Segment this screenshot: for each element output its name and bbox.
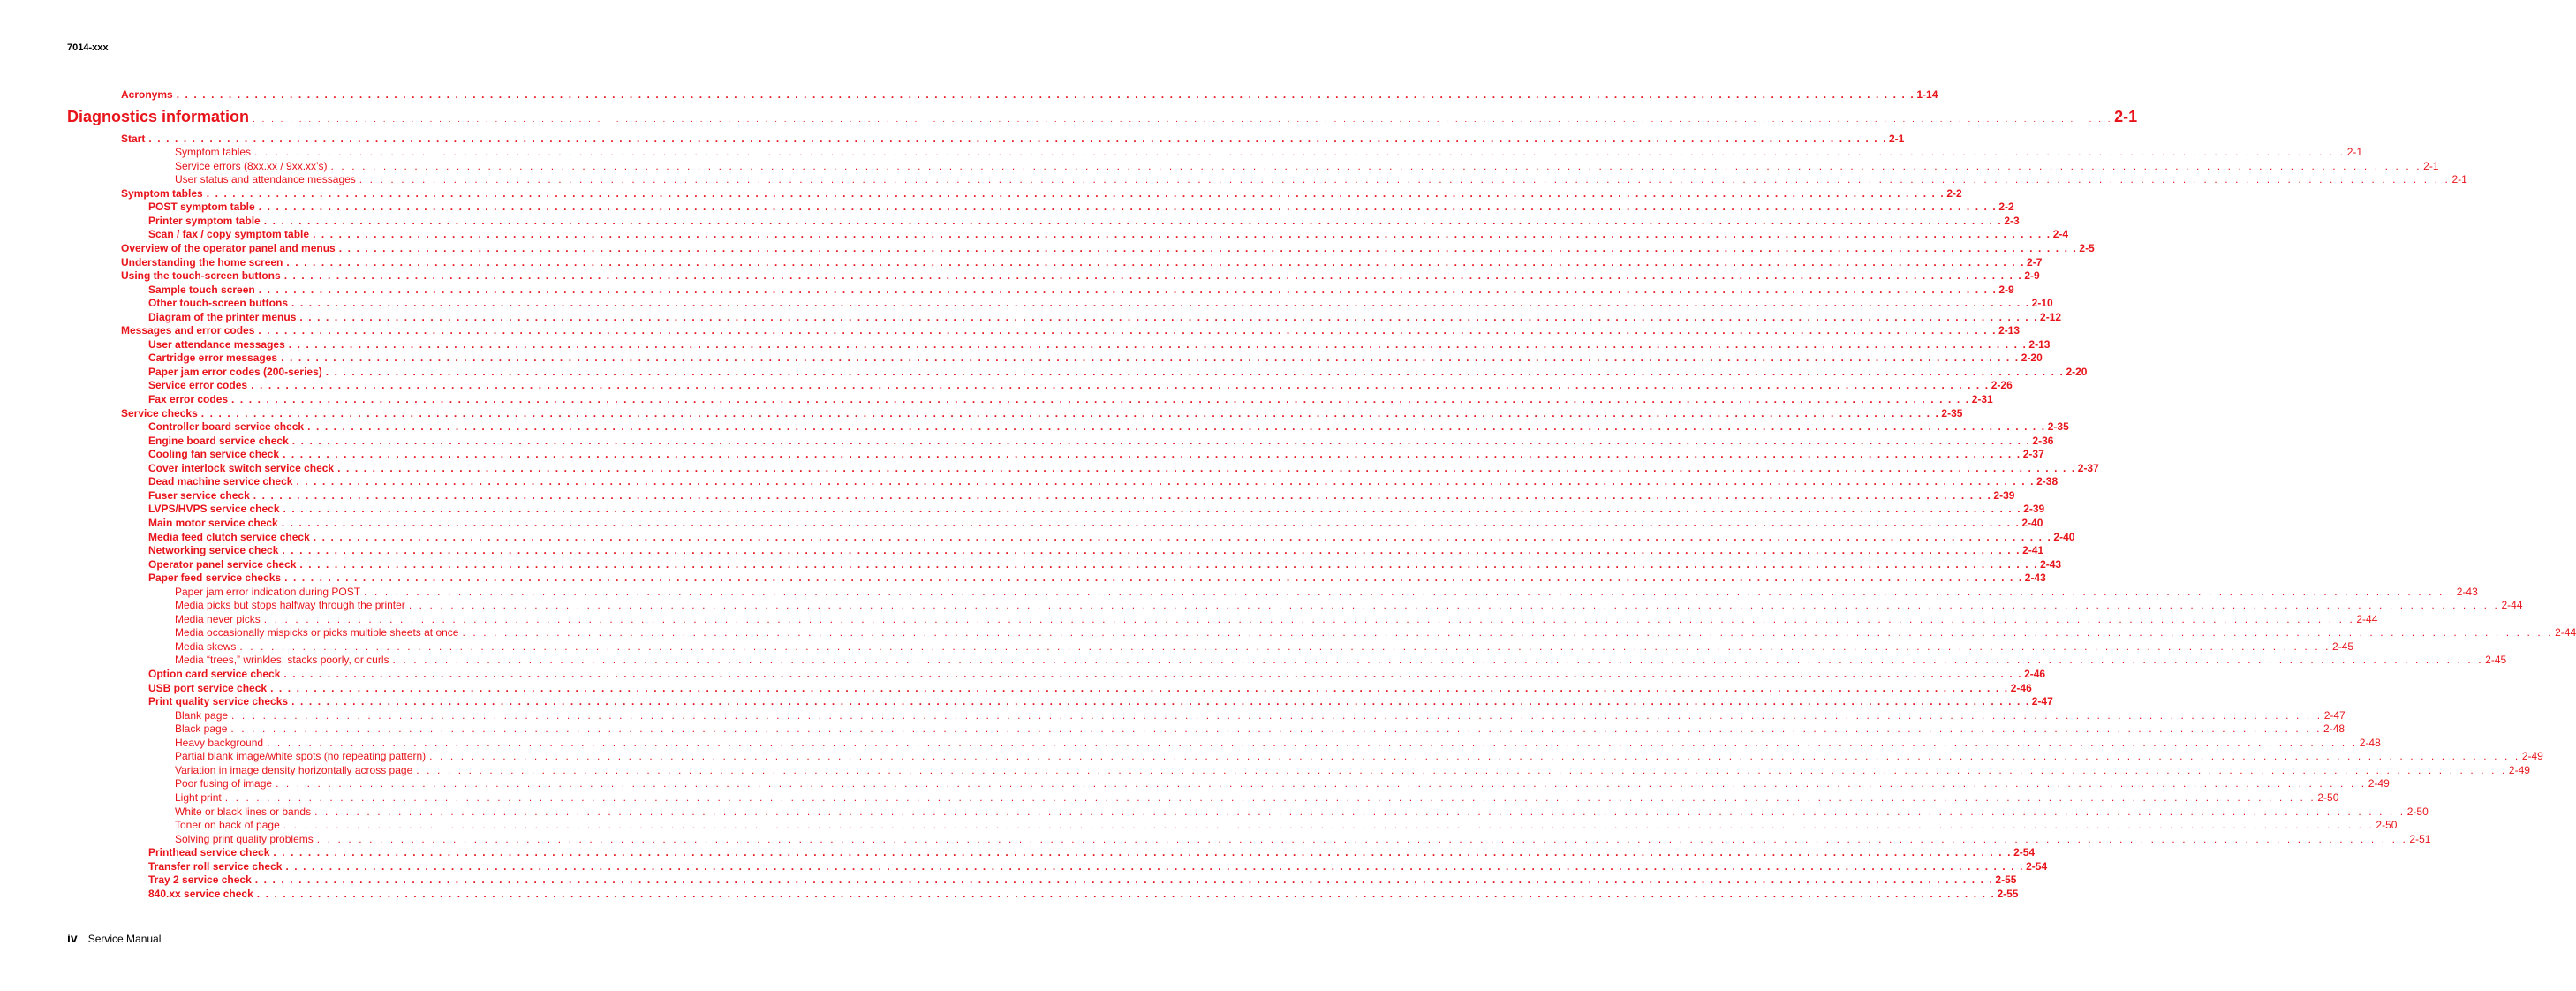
toc-dot-leader: . . . . . . . . . . . . . . . . . . . . . . . . . . . . . . . . . . . . . . . . . . . . . . . . . . . . . . . . . . . . . . . . . . . . . . . . . . . . . . . . . . . . . . . . . . . . . . . . . . . . . . . . . . . . . . . . . . . . . . . . . . . . . . . . . . . . . . . . . . . . . . . . . . . . . . . . . . . . . . . . . . . . . . . . . . . . . . . . . . . . . . . . . . . . . . . . . . . . . . . . xyxy=(176,88,1915,101)
toc-entry-label: USB port service check xyxy=(148,681,268,694)
toc-entry-page: 2-46 xyxy=(2010,681,2032,694)
toc-dot-leader: . . . . . . . . . . . . . . . . . . . . . . . . . . . . . . . . . . . . . . . . . . . . . . . . . . . . . . . . . . . . . . . . . . . . . . . . . . . . . . . . . . . . . . . . . . . . . . . . . . . . . . . . . . . . . . . . . . . . . . . . . . . . . . . . . . . . . . . . . . . . . . . . . . . . . . . . . . . . . . . . . . . . . . . . . . . . . . . . . . . . . . . . . . . . . . . . . . . . . . . . xyxy=(313,228,2051,241)
toc-dot-leader: . . . . . . . . . . . . . . . . . . . . . . . . . . . . . . . . . . . . . . . . . . . . . . . . . . . . . . . . . . . . . . . . . . . . . . . . . . . . . . . . . . . . . . . . . . . . . . . . . . . . . . . . . . . . . . . . . . . . . . . . . . . . . . . . . . . . . . . . . . . . . . . . . . . . . . . . . . . . . . . . . . . . . . . . . . . . . . . . . . . . . . . . . . . . . . . . . . . . . . . . xyxy=(256,887,1996,900)
toc-entry-label: Service error codes xyxy=(148,379,248,392)
toc-entry-page: 2-44 xyxy=(2555,626,2576,639)
toc-dot-leader: . . . . . . . . . . . . . . . . . . . . . . . . . . . . . . . . . . . . . . . . . . . . . . . . . . . . . . . . . . . . . . . . . . . . . . . . . . . . . . . . . . . . . . . . . . . . . . . . . . . . . . . . . . . . . . . . . . . . . . . . . . . . . . . . . . . . . . . . . . . . . . . . . . . . . . . . . . . . . . . . . . . . . . . . . . . . . . . . . . . . . . . . . . . . . . . . . . . . . . . . xyxy=(392,654,2484,667)
toc-dot-leader: . . . . . . . . . . . . . . . . . . . . . . . . . . . . . . . . . . . . . . . . . . . . . . . . . . . . . . . . . . . . . . . . . . . . . . . . . . . . . . . . . . . . . . . . . . . . . . . . . . . . . . . . . . . . . . . . . . . . . . . . . . . . . . . . . . . . . . . . . . . . . . . . . . . . . . . . . . . . . . . . . . . . . . . . . . . . . . . . . . . . . . . . . . . . . . . . . . . . . . . . xyxy=(254,146,2346,159)
toc-entry-label: User status and attendance messages xyxy=(175,173,356,186)
toc-entry-label: Poor fusing of image xyxy=(175,777,273,791)
toc-entry-label: Diagnostics information xyxy=(67,107,250,125)
toc-entry[interactable] xyxy=(121,186,1962,200)
toc-entry-label: Controller board service check xyxy=(148,420,305,434)
toc-entry-label: Heavy background xyxy=(175,736,264,749)
toc-entry[interactable] xyxy=(148,420,2069,434)
toc-entry-page: 2-39 xyxy=(2023,503,2045,516)
toc-dot-leader: . . . . . . . . . . . . . . . . . . . . . . . . . . . . . . . . . . . . . . . . . . . . . . . . . . . . . . . . . . . . . . . . . . . . . . . . . . . . . . . . . . . . . . . . . . . . . . . . . . . . . . . . . . . . . . . . . . . . . . . . . . . . . . . . . . . . . . . . . . . . . . . . . . . . . . . . . . . . . . . . . . . . . . . . . . . . . . . . . . . . . . . . . . . . . . . . . . . . . . . . xyxy=(253,488,1992,502)
toc-entry[interactable] xyxy=(148,475,2059,488)
footer-title: Service Manual xyxy=(87,933,162,945)
toc-entry[interactable] xyxy=(148,557,2062,571)
page-footer xyxy=(67,931,161,945)
toc-entry-page: 2-20 xyxy=(2021,352,2043,365)
toc-entry[interactable] xyxy=(175,654,2507,667)
toc-entry-label: Media skews xyxy=(175,639,237,653)
toc-entry-page: 1-14 xyxy=(1916,88,1938,101)
toc-entry-label: Start xyxy=(121,132,146,145)
toc-entry[interactable] xyxy=(148,297,2053,310)
toc-entry-page: 2-43 xyxy=(2456,585,2478,598)
toc-entry[interactable] xyxy=(148,393,1993,405)
toc-entry[interactable] xyxy=(148,283,2014,296)
toc-entry-label: Partial blank image/white spots (no repeating pattern) xyxy=(175,750,427,763)
toc-dot-leader: . . . . . . . . . . . . . . . . . . . . . . . . . . . . . . . . . . . . . . . . . . . . . . . . . . . . . . . . . . . . . . . . . . . . . . . . . . . . . . . . . . . . . . . . . . . . . . . . . . . . . . . . . . . . . . . . . . . . . . . . . . . . . . . . . . . . . . . . . . . . . . . . . . . . . . . . . . . . . . . . . . . . . . . . . . . . . . . . . . . . . . . . . . . . . . . . . . . . . . . . xyxy=(282,544,2021,557)
toc-dot-leader: . . . . . . . . . . . . . . . . . . . . . . . . . . . . . . . . . . . . . . . . . . . . . . . . . . . . . . . . . . . . . . . . . . . . . . . . . . . . . . . . . . . . . . . . . . . . . . . . . . . . . . . . . . . . . . . . . . . . . . . . . . . . . . . . . . . . . . . . . . . . . . . . . . . . . . . . . . . . . . . . . . . . . . . . . . . . . . . . . . . . . . . . . . . . . . . . . . . . . . . . xyxy=(291,434,2031,447)
toc-entry-page: 2-50 xyxy=(2317,791,2339,804)
toc-entry-page: 2-50 xyxy=(2406,805,2429,818)
toc-entry[interactable] xyxy=(121,241,2095,254)
toc-entry-page: 2-7 xyxy=(2027,255,2043,269)
toc-entry[interactable] xyxy=(148,846,2036,859)
toc-entry-page: 2-55 xyxy=(1997,887,2019,900)
toc-entry-page: 2-9 xyxy=(1998,283,2014,296)
toc-dot-leader: . . . . . . . . . . . . . . . . . . . . . . . . . . . . . . . . . . . . . . . . . . . . . . . . . . . . . . . . . . . . . . . . . . . . . . . . . . . . . . . . . . . . . . . . . . . . . . . . . . . . . . . . . . . . . . . . . . . . . . . . . . . . . . . . . . . . . . . . . . . . . . . . . . . . . . . . . . . . . . . . . . . . . . . . . . . . . . . . . . . . . . . . . . . . . . . . . . . . . . . . xyxy=(263,214,2003,227)
toc-entry[interactable] xyxy=(148,516,2043,529)
toc-entry[interactable] xyxy=(175,159,2439,172)
toc-entry-page: 2-50 xyxy=(2376,819,2398,832)
toc-entry-label: Paper jam error indication during POST xyxy=(175,585,361,598)
toc-entry-label: Cover interlock switch service check xyxy=(148,461,335,474)
toc-dot-leader: . . . . . . . . . . . . . . . . . . . . . . . . . . . . . . . . . . . . . . . . . . . . . . . . . . . . . . . . . . . . . . . . . . . . . . . . . . . . . . . . . . . . . . . . . . . . . . . . . . . . . . . . . . . . . . . . . . . . . . . . . . . . . . . . . . . . . . . . . . . . . . . . . . . . . . . . . . . . . . . . . . . . . . . . . . . . . . . . . . . . . . . . . . . . . . . . . . . . . . . . xyxy=(416,763,2507,776)
toc-dot-leader: . . . . . . . . . . . . . . . . . . . . . . . . . . . . . . . . . . . . . . . . . . . . . . . . . . . . . . . . . . . . . . . . . . . . . . . . . . . . . . . . . . . . . . . . . . . . . . . . . . . . . . . . . . . . . . . . . . . . . . . . . . . . . . . . . . . . . . . . . . . . . . . . . . . . . . . . . . . . . . . . . . . . . . . . . . . . . . . . . . . . . . . . . . . . . . . . . . . . . . . . xyxy=(206,186,1945,200)
toc-dot-leader: . . . . . . . . . . . . . . . . . . . . . . . . . . . . . . . . . . . . . . . . . . . . . . . . . . . . . . . . . . . . . . . . . . . . . . . . . . . . . . . . . . . . . . . . . . . . . . . . . . . . . . . . . . . . . . . . . . . . . . . . . . . . . . . . . . . . . . . . . . . . . . . . . . . . . . . . . . . . . . . . . . . . . . . . . . . . . . . . . . . . . . . . . . . . . . . . . . . . . . . . xyxy=(359,173,2451,186)
toc-entry-page: 2-43 xyxy=(2040,557,2062,571)
toc-entry[interactable] xyxy=(121,406,1963,420)
toc-entry-page: 2-1 xyxy=(2451,173,2467,186)
toc-entry-page: 2-12 xyxy=(2040,310,2062,323)
toc-entry-page: 2-1 xyxy=(2346,146,2363,159)
toc-dot-leader: . . . . . . . . . . . . . . . . . . . . . . . . . . . . . . . . . . . . . . . . . . . . . . . . . . . . . . . . . . . . . . . . . . . . . . . . . . . . . . . . . . . . . . . . . . . . . . . . . . . . . . . . . . . . . . . . . . . . . . . . . . . . . . . . . . . . . . . . . . . . . . . . . . . . . . . . . . . . . . . . . . . . . . . . . . . . . . . . . . . . . . . . . . . . . . . . . . . . . . . . xyxy=(314,805,2406,818)
toc-entry-page: 2-35 xyxy=(2047,420,2069,434)
toc-entry-page: 2-47 xyxy=(2323,708,2346,722)
toc-entry[interactable] xyxy=(175,626,2576,639)
toc-dot-leader: . . . . . . . . . . . . . . . . . . . . . . . . . . . . . . . . . . . . . . . . . . . . . . . . . . . . . . . . . . . . . . . . . . . . . . . . . . . . . . . . . . . . . . . . . . . . . . . . . . . . . . . . . . . . . . . . . . . . . . . . . . . . . . . . . . . . . . . . . . . . . . . . . . . . . . . . . . . . . . . . . . . . . . . . . . . . . . . . . . . . . . . . . . . . . . . . . . . . . . . . xyxy=(285,859,2025,873)
toc-entry-page: 2-55 xyxy=(1995,874,2017,887)
toc-entry-label: 840.xx service check xyxy=(148,887,253,900)
toc-entry-label: Tray 2 service check xyxy=(148,874,252,887)
toc-dot-leader: . . . . . . . . . . . . . . . . . . . . . . . . . . . . . . . . . . . . . . . . . . . . . . . . . . . . . . . . . . . . . . . . . . . . . . . . . . . . . . . . . . . . . . . . . . . . . . . . . . . . . . . . . . . . . . . . . . . . . . . . . . . . . . . . . . . . . . . . . . . . . . . . . . . . . . . . . . . . . . . . . . . . . . . . . . . . . . . . . . . . . . . . . . . . . . . . . . . . . . . . xyxy=(291,297,2030,310)
toc-entry[interactable] xyxy=(148,337,2051,351)
toc-entry-label: Sample touch screen xyxy=(148,283,255,296)
toc-dot-leader: . . . . . . . . . . . . . . . . . . . . . . . . . . . . . . . . . . . . . . . . . . . . . . . . . . . . . . . . . . . . . . . . . . . . . . . . . . . . . . . . . . . . . . . . . . . . . . . . . . . . . . . . . . . . . . . . . . . . . . . . . . . . . . . . . . . . . . . . . . . . . . . . . . . . . . . . . . . . . . . . . . . . . . . . . . . . . . . . . . . . . . . . . . . . . . . . . . . . . . . . xyxy=(267,736,2358,749)
toc-entry-label: Diagram of the printer menus xyxy=(148,310,297,323)
toc-entry-label: Paper jam error codes (200-series) xyxy=(148,365,322,378)
toc-dot-leader: . . . . . . . . . . . . . . . . . . . . . . . . . . . . . . . . . . . . . . . . . . . . . . . . . . . . . . . . . . . . . . . . . . . . . . . . . . . . . . . . . . . . . . . . . . . . . . . . . . . . . . . . . . . . . . . . . . . . . . . . . . . . . . . . . . . . . . . . . . . . . . . . . . . . . . . . . . . . . . . . . . . . . . . . . . . . . . . . . . . . . . . . . . . . . . . . . . . . . . . . xyxy=(224,791,2316,804)
toc-dot-leader: . . . . . . . . . . . . . . . . . . . . . . . . . . . . . . . . . . . . . . . . . . . . . . . . . . . . . . . . . . . . . . . . . . . . . . . . . . . . . . . . . . . . . . . . . . . . . . . . . . . . . . . . . . . . . . . . . . . . . . . . . . . . . . . . . . . . . . . . . . . . . . . . . . . . . . . . . . . . . . . . . . . . . . . . . . . . . . . . . . . . . . . . . . . . . . . . . . . . . . . . xyxy=(263,612,2355,625)
toc-entry-label: Engine board service check xyxy=(148,434,289,447)
toc-entry-label: Dead machine service check xyxy=(148,475,293,488)
toc-entry-page: 2-44 xyxy=(2501,599,2523,612)
toc-entry[interactable] xyxy=(175,146,2363,159)
toc-dot-leader: . . . . . . . . . . . . . . . . . . . . . . . . . . . . . . . . . . . . . . . . . . . . . . . . . . . . . . . . . . . . . . . . . . . . . . . . . . . . . . . . . . . . . . . . . . . . . . . . . . . . . . . . . . . . . . . . . . . . . . . . . . . . . . . . . . . . . . . . . . . . . . . . . . . . . . . . . . . . . . . . . . . . . . . . . . . . . . . . . . . . . . . . . . . . . . . . . . . . . . . . xyxy=(251,379,1990,392)
toc-dot-leader: . . . . . . . . . . . . . . . . . . . . . . . . . . . . . . . . . . . . . . . . . . . . . . . . . . . . . . . . . . . . . . . . . . . . . . . . . . . . . . . . . . . . . . . . . . . . . . . . . . . . . . . . . . . . . . . . . . . . . . . . . . . . . . . . . . . . . . . . . . . . . . . . . . . . . . . . . . . . . . . . . . . . . . . . . . . . . . . . . . . . . . . . . . . . . . . . . . . . . . . . xyxy=(283,448,2021,461)
toc-entry-page: 2-2 xyxy=(1998,200,2014,214)
toc-dot-leader: . . . . . . . . . . . . . . . . . . . . . . . . . . . . . . . . . . . . . . . . . . . . . . . . . . . . . . . . . . . . . . . . . . . . . . . . . . . . . . . . . . . . . . . . . . . . . . . . . . . . . . . . . . . . . . . . . . . . . . . . . . . . . . . . . . . . . . . . . . . . . . . . . . . . . . . . . . . . . . . . . . . . . . . . . . . . . . . . . . . . . . . . . . . . . . . . . . . . . . . . xyxy=(270,681,2009,694)
toc-dot-leader: . . . . . . . . . . . . . . . . . . . . . . . . . . . . . . . . . . . . . . . . . . . . . . . . . . . . . . . . . . . . . . . . . . . . . . . . . . . . . . . . . . . . . . . . . . . . . . . . . . . . . . . . . . . . . . . . . . . . . . . . . . . . . . . . . . . . . . . . . . . . . . . . . . . . . . . . . . . . . . . . . . . . . . . . . . . . . . . . . . . . . . . . . . . . . . . . . . . . . . . . xyxy=(239,639,2331,653)
toc-entry-page: 2-39 xyxy=(1993,488,2015,502)
toc-entry-page: 2-13 xyxy=(2028,337,2051,351)
toc-dot-leader: . . . . . . . . . . . . . . . . . . . . . . . . . . . . . . . . . . . . . . . . . . . . . . . . . . . . . . . . . . . . . . . . . . . . . . . . . . . . . . . . . . . . . . . . . . . . . . . . . . . . . . . . . . . . . . . . . . . . . . . . . . . . . . . . . . . . . . . . . . . . . . . . . . . . . . . . . . . . . . . . . . . . . . . . . . . . . . . . . . . . . . . . . . . . . . . . . . . . . . . . xyxy=(148,132,1887,145)
toc-entry-label: Paper feed service checks xyxy=(148,571,282,585)
toc-entry[interactable] xyxy=(148,461,2099,474)
toc-entry-label: Media picks but stops halfway through the printer xyxy=(175,599,405,612)
toc-entry-page: 2-31 xyxy=(1971,393,1993,405)
toc-entry-label: LVPS/HVPS service check xyxy=(148,503,280,516)
toc-entry-label: Fuser service check xyxy=(148,488,250,502)
toc-entry[interactable] xyxy=(175,173,2467,186)
toc-entry[interactable] xyxy=(121,255,2043,269)
toc-entry-page: 2-45 xyxy=(2485,654,2507,667)
toc-chapter-entry[interactable] xyxy=(67,107,2138,126)
toc-dot-leader: . . . . . . . . . . . . . . . . . . . . . . . . . . . . . . . . . . . . . . . . . . . . . . . . . . . . . . . . . . . . . . . . . . . . . . . . . . . . . . . . . . . . . . . . . . . . . . . . . . . . . . . . . . . . . . . . . . . . . . . . . . . . . . . . . . . . . . . . . . . . . . . . . . . . . . . . . . . . . . . . . . . . . . . . . . . . . . . . . . . . . . . . . . . . . . . . . . . . . . . . xyxy=(316,832,2408,845)
toc-entry[interactable] xyxy=(175,708,2346,722)
toc-dot-leader: . . . . . . . . . . . . . . . . . . . . . . . . . . . . . . . . . . . . . . . . . . . . . . . . . . . . . . . . . . . . . . . . . . . . . . . . . . . . . . . . . . . . . . . . . . . . . . . . . . . . . . . . . . . . . . . . . . . . . . . . . . . . . . . . . . . . . . . . . . . . . . . . . . . . . . . . . . . . . . . . . . . . . . . . . . . . . . . . . . . . . . . . . . . . . . . . . . . . . . . . xyxy=(288,337,2028,351)
toc-entry-label: User attendance messages xyxy=(148,337,285,351)
toc-entry[interactable] xyxy=(148,434,2054,447)
toc-dot-leader: . . . . . . . . . . . . . . . . . . . . . . . . . . . . . . . . . . . . . . . . . . . . . . . . . . . . . . . . . . . . . . . . . . . . . . . . . . . . . . . . . . . . . . . . . . . . . . . . . . . . . . . . . . . . . . . . . . . . . . . . . . . . . . . . . . . . . . . . . . . . . . . . . . . . . . . . . . . . . . . . . . . . . . . . . . . . . . . . . . . . . . . . . . . . . . . . . . . . . . . . xyxy=(283,503,2022,516)
toc-dot-leader: . . . . . . . . . . . . . . . . . . . . . . . . . . . . . . . . . . . . . . . . . . . . . . . . . . . . . . . . . . . . . . . . . . . . . . . . . . . . . . . . . . . . . . . . . . . . . . . . . . . . . . . . . . . . . . . . . . . . . . . . . . . . . . . . . . . . . . . . . . . . . . . . . . . . . . . . . . . . . . . . . . . . . . . . . . . . . . . . . . . . . . . . . . . . . . . . . . . . . . . . xyxy=(281,516,2021,529)
toc-dot-leader: . . . . . . . . . . . . . . . . . . . . . . . . . . . . . . . . . . . . . . . . . . . . . . . . . . . . . . . . . . . . . . . . . . . . . . . . . . . . . . . . . . . . . . . . . . . . . . . . . . . . . . . . . . . . . . . . . . . . . . . . . . . . . . . . . . . . . . . . . . . . . . . . . . . . . . . . . . . . . . . . . . . . . . . . . . . . . . . . . . . . . . . . . . . . . . . . . . . . . . . . xyxy=(273,846,2013,859)
toc-entry-label: Media never picks xyxy=(175,612,261,625)
toc-entry-page: 2-40 xyxy=(2053,530,2075,543)
toc-dot-leader: . . . . . . . . . . . . . . . . . . . . . . . . . . . . . . . . . . . . . . . . . . . . . . . . . . . . . . . . . . . . . . . . . . . . . . . . . . . . . . . . . . . . . . . . . . . . . . . . . . . . . . . . . . . . . . . . . . . . . . . . . . . . . . . . . . . . . . . . . . . . . . . . . . . . . . . . . . . . . . . . . . . . . . . . . . . . . . . . . . . . . . . . . . . . . . . . . . . . . . . . xyxy=(325,365,2065,378)
toc-entry[interactable] xyxy=(175,791,2339,804)
toc-entry[interactable] xyxy=(148,448,2044,461)
toc-entry[interactable] xyxy=(148,571,2046,585)
toc-entry[interactable] xyxy=(148,503,2045,516)
toc-entry-page: 2-5 xyxy=(2079,241,2095,254)
toc-entry[interactable] xyxy=(175,763,2530,776)
toc-entry-page: 2-37 xyxy=(2022,448,2044,461)
toc-entry-page: 2-26 xyxy=(1991,379,2013,392)
toc-entry[interactable] xyxy=(175,736,2381,749)
toc-entry-label: Print quality service checks xyxy=(148,695,289,708)
toc-entry-page: 2-43 xyxy=(2024,571,2046,585)
toc-entry-page: 2-46 xyxy=(2024,668,2046,680)
toc-entry-label: Service errors (8xx.xx / 9xx.xx’s) xyxy=(175,159,328,172)
toc-entry-label: Service checks xyxy=(121,406,198,420)
toc-entry-label: Main motor service check xyxy=(148,516,278,529)
toc-entry[interactable] xyxy=(148,310,2062,323)
toc-entry[interactable] xyxy=(121,88,1938,101)
toc-entry-label: Other touch-screen buttons xyxy=(148,297,289,310)
toc-dot-leader: . . . . . . . . . . . . . . . . . . . . . . . . . . . . . . . . . . . . . . . . . . . . . . . . . . . . . . . . . . . . . . . . . . . . . . . . . . . . . . . . . . . . . . . . . . . . . . . . . . . . . . . . . . . . . . . . . . . . . . . . . . . . . . . . . . . . . . . . . . . . . . . . . . . . . . . . . . . . . . . . . . . . . . . . . . . . . . . . . . . . . . . . . . . . . . . . . . . . . . . . xyxy=(283,819,2375,832)
toc-entry[interactable] xyxy=(175,805,2429,818)
toc-entry-page: 2-35 xyxy=(1941,406,1963,420)
toc-dot-leader: . . . . . . . . . . . . . . . . . . . . . . . . . . . . . . . . . . . . . . . . . . . . . . . . . . . . . . . . . . . . . . . . . . . . . . . . . . . . . . . . . . . . . . . . . . . . . . . . . . . . . . . . . . . . . . . . . . . . . . . . . . . . . . . . . . . . . . . . . . . . . . . . . . . . . . . . . . . . . . . . . . . . . . . . . . . . . . . . . . . . . . . . . . . . . . . . . . . . . . . . xyxy=(307,420,2046,434)
toc-entry-label: Toner on back of page xyxy=(175,819,280,832)
toc-entry-page: 2-48 xyxy=(2359,736,2381,749)
toc-entry-label: POST symptom table xyxy=(148,200,255,214)
toc-entry-page: 2-3 xyxy=(2004,214,2020,227)
toc-dot-leader: . . . . . . . . . . . . . . . . . . . . . . . . . . . . . . . . . . . . . . . . . . . . . . . . . . . . . . . . . . . . . . . . . . . . . . . . . . . . . . . . . . . . . . . . . . . . . . . . . . . . . . . . . . . . . . . . . . . . . . . . . . . . . . . . . . . . . . . . . . . . . . . . . . . . . . . . . . . . . . . . . . . . . . . . . . . . . . . . . . . . . . . . . . . . . . . . . . . . . . . . xyxy=(283,269,2023,283)
toc-dot-leader: . . . . . . . . . . . . . . . . . . . . . . . . . . . . . . . . . . . . . . . . . . . . . . . . . . . . . . . . . . . . . . . . . . . . . . . . . . . . . . . . . . . . . . . . . . . . . . . . . . . . . . . . . . . . . . . . . . . . . . . . . . . . . . . . . . . . . . . . . . . . . . . . . . . . . . . . . . . . . . . . . . . . . . . . . . . . . . . . . . . . . . . . . . . . . . . . . . . . . . . . xyxy=(429,750,2520,763)
toc-entry-page: 2-54 xyxy=(2026,859,2048,873)
toc-dot-leader: . . . . . . . . . . . . . . . . . . . . . . . . . . . . . . . . . . . . . . . . . . . . . . . . . . . . . . . . . . . . . . . . . . . . . . . . . . . . . . . . . . . . . . . . . . . . . . . . . . . . . . . . . . . . . . . . . . . . . . . . . . . . . . . . . . . . . . . . . . . . . . . . . . . . . . . . . . . . . . . . . . . . . . . . . . . . . . . . . . . . . . . . . . . . . . . . . . . . . . . . xyxy=(231,708,2323,722)
toc-entry-label: Solving print quality problems xyxy=(175,832,314,845)
toc-entry-label: Using the touch-screen buttons xyxy=(121,269,281,283)
toc-entry-label: Variation in image density horizontally across page xyxy=(175,763,413,776)
toc-dot-leader: . . . . . . . . . . . . . . . . . . . . . . . . . . . . . . . . . . . . . . . . . . . . . . . . . . . . . . . . . . . . . . . . . . . . . . . . . . . . . . . . . . . . . . . . . . . . . . . . . . . . . . . . . . . . . . . . . . . . . . . . . . . . . . . . . . . . . . . . . . . . . . . . . . . . . . . . . . . . . . . . . . . . . . . . . . . . . . . . . . . . . . . . . . . . . . . . . . . . . . . . xyxy=(462,626,2554,639)
toc-dot-leader: . . . . . . . . . . . . . . . . . . . . . . . . . . . . . . . . . . . . . . . . . . . . . . . . . . . . . . . . . . . . . . . . . . . . . . . . . . . . . . . . . . . . . . . . . . . . . . . . . . . . . . . . . . . . . . . . . . . . . . . . . . . . . . . . . . . . . . . . . . . . . . . . . . . . . . . . . . . . . . . . . . . . . . . . . . . . . . . . . . . . . . . . . . . . . . . . . . . . . . . . xyxy=(258,283,1998,296)
toc-entry-label: Cartridge error messages xyxy=(148,352,278,365)
toc-entry-page: 2-4 xyxy=(2052,228,2069,241)
toc-dot-leader: . . . . . . . . . . . . . . . . . . . . . . . . . . . . . . . . . . . . . . . . . . . . . . . . . . . . . . . . . . . . . . . . . . . . . . . . . . . . . . . . . . . . . . . . . . . . . . . . . . . . . . . . . . . . . . . . . . . . . . . . . . . . . . . . . . . . . . . . . . . . . . . . . . . . . . . . . . . . . . . . . . . . . . . . . . . . . . . . . . . . . . . . . . . . . . . . . . . . . . . . xyxy=(296,475,2036,488)
toc-dot-leader: . . . . . . . . . . . . . . . . . . . . . . . . . . . . . . . . . . . . . . . . . . . . . . . . . . . . . . . . . . . . . . . . . . . . . . . . . . . . . . . . . . . . . . . . . . . . . . . . . . . . . . . . . . . . . . . . . . . . . . . . . . . . . . . . . . . . . . . . . . . . . . . . . . . . . . . . . . . . . . . . . . . . . . . . . . . . . . . . . . . . . . . . . . . . . . . . . . . . . . . . xyxy=(258,324,1998,337)
toc-entry-label: Black page xyxy=(175,722,228,736)
toc-entry-label: Blank page xyxy=(175,708,229,722)
toc-entry-page: 2-10 xyxy=(2031,297,2053,310)
toc-dot-leader: . . . . . . . . . . . . . . . . . . . . . . . . . . . . . . . . . . . . . . . . . . . . . . . . . . . . . . . . . . . . . . . . . . . . . . . . . . . . . . . . . . . . . . . . . . . . . . . . . . . . . . . . . . . . . . . . . . . . . . . . . . . . . . . . . . . . . . . . . . . . . . . . . . . . . . . . . . . . . . . . . . . . . . . . . . . . . . . . . . . . . . . . . . . . . . . . . . . . . . . . xyxy=(284,571,2023,585)
toc-dot-leader: . . . . . . . . . . . . . . . . . . . . . . . . . . . . . . . . . . . . . . . . . . . . . . . . . . . . . . . . . . . . . . . . . . . . . . . . . . . . . . . . . . . . . . . . . . . . . . . . . . . . . . . . . . . . . . . . . . . . . . . . . . . . . . . . . . . . . . . . . . . . . . . . . . . . . . . . . . . . . . . . . . . . . . . . . . . . . . . . . . . . . . . . . . . . . . . . . . . . . . . . xyxy=(230,722,2323,736)
toc-entry-label: Scan / fax / copy symptom table xyxy=(148,228,310,241)
toc-entry[interactable] xyxy=(148,695,2053,708)
toc-entry[interactable] xyxy=(175,750,2543,763)
toc-entry-page: 2-41 xyxy=(2022,544,2044,557)
toc-entry-label: Cooling fan service check xyxy=(148,448,280,461)
toc-entry-label: Media feed clutch service check xyxy=(148,530,310,543)
toc-dot-leader: . . . . . . . . . . . . . . . . . . . . . . . . . . . . . . . . . . . . . . . . . . . . . . . . . . . . . . . . . . . . . . . . . . . . . . . . . . . . . . . . . . . . . . . . . . . . . . . . . . . . . . . . . . . . . . . . . . . . . . . . . . . . . . . . . . . . . . . . . . . . . . . . . . . . . . . . . . . . . . . . . . . . . . . . . . . . . . . . . . . . . . . . . . . . . . . . . . . . . . . . xyxy=(299,557,2039,571)
toc-entry-label: Understanding the home screen xyxy=(121,255,283,269)
toc-dot-leader: . . . . . . . . . . . . . . . . . . . . . . . . . . . . . . . . . . . . . . . . . . . . . . . . . . . . . . . . . . . . . . . . . . . . . . . . . . . . . . . . . . . . . . . . . . . . . . . . . . . . . . . . . . . . . . . . . . . . . . . . . . . . . . . . . . . . . . . . . . . . . . . . . . . . . . . . . . . . . . . . . . . . . . . . . . . . . . . . . . . . . . . . . . . . . . . . . . . . . . . . xyxy=(364,585,2455,598)
toc-entry[interactable] xyxy=(148,488,2015,502)
toc-dot-leader: . . . . . . . . . . . . . . . . . . . . . . . . . . . . . . . . . . . . . . . . . . . . . . . . . . . . . . . . . . . . . . . . . . . . . . . . . . . . . . . . . . . . . . . . . . . . . . . . . . . . . . . . . . . . . . . . . . . . . . . . . . . . . . . . . . . . . . . . . . . . . . . . . . . . . . . . . . . . . . . . . . . . . . . . . . . . . . . . . . . . . . . . . . . . . . . . . . . . . . . . xyxy=(299,310,2039,323)
toc-entry-page: 2-1 xyxy=(2114,107,2138,125)
toc-entry-page: 2-49 xyxy=(2521,750,2543,763)
toc-dot-leader: . . . . . . . . . . . . . . . . . . . . . . . . . . . . . . . . . . . . . . . . . . . . . . . . . . . . . . . . . . . . . . . . . . . . . . . . . . . . . . . . . . . . . . . . . . . . . . . . . . . . . . . . . . . . . . . . . . . . . . . . . . . . . . . . . . . . . . . . . . . . . . . . . . . . . . . . . . . . . . . . . . . . . . . . . . . . . . . . . . . . . . . . . . . . . . . . . . . . . . . . xyxy=(338,241,2078,254)
toc-entry[interactable] xyxy=(175,599,2523,612)
toc-entry-page: 2-13 xyxy=(1998,324,2021,337)
toc-entry-label: Overview of the operator panel and menus xyxy=(121,241,336,254)
toc-entry[interactable] xyxy=(175,639,2354,653)
toc-entry[interactable] xyxy=(148,668,2046,680)
toc-entry-page: 2-38 xyxy=(2036,475,2059,488)
toc-entry[interactable] xyxy=(175,722,2346,736)
toc-dot-leader: . . . . . . . . . . . . . . . . . . . . . . . . . . . . . . . . . . . . . . . . . . . . . . . . . . . . . . . . . . . . . . . . . . . . . . . . . . . . . . . . . . . . . . . . . . . . . . . . . . . . . . . . . . . . . . . . . . . . . . . . . . . . . . . . . . . . . . . . . . . . . . . . . . . . . . . . . . . . . . . . . . . . . . . . . . . . . . . . . . . . . . . . . . . . . . . . . . . . . . . . xyxy=(313,530,2052,543)
toc-entry-page: 2-20 xyxy=(2066,365,2088,378)
toc-entry[interactable] xyxy=(148,379,2013,392)
toc-dot-leader: . . . . . . . . . . . . . . . . . . . . . . . . . . . . . . . . . . . . . . . . . . . . . . . . . . . . . . . . . . . . . . . . . . . . . . . . . . . . . . . . . . . . . . . . . . . . . . . . . . . . . . . . . . . . . . . . . . . . . . . . . . . . . . . . . . . . . . . . . . . . . . . . . . . . . . . . . . . . . . . . . . . . . . . . . . . . . . . . . . . . . . . . . . . . . . . . . . . . . . . . xyxy=(408,599,2500,612)
toc-entry-page: 2-45 xyxy=(2332,639,2354,653)
toc-entry-page: 2-1 xyxy=(2423,159,2439,172)
toc-entry-label: Acronyms xyxy=(121,88,173,101)
toc-entry[interactable] xyxy=(175,832,2431,845)
toc-dot-leader: . . . . . . . . . . . . . . . . . . . . . . . . . . . . . . . . . . . . . . . . . . . . . . . . . . . . . . . . . . . . . . . . . . . . . . . . . . . . . . . . . . . . . . . . . . . . . . . . . . . . . . . . . . . . . . . . . . . . . . . . . . . . . . . . . . . . . . . . . . . . . . . . . . . . . . . . . . . . . . . . . . . . . . . . . . . . . . . . . . . . . . . . . . . . . . . . . . . . . . . . xyxy=(231,393,1970,405)
toc-entry-page: 2-1 xyxy=(1889,132,1905,145)
toc-entry[interactable] xyxy=(121,324,2021,337)
toc-entry-page: 2-51 xyxy=(2409,832,2431,845)
toc-entry-page: 2-48 xyxy=(2323,722,2346,736)
toc-dot-leader: . . . . . . . . . . . . . . . . . . . . . . . . . . . . . . . . . . . . . . . . . . . . . . . . . . . . . . . . . . . . . . . . . . . . . . . . . . . . . . . . . . . . . . . . . . . . . . . . . . . . . . . . . . . . . . . . . . . . . . . . . . . . . . . . . . . . . . . . . . . . . . . . . . . . . . . . . . . . . . . . . . . . . . . . . . . . . . . . . . . . . . . . . . . . . . . . . . . . . . . . xyxy=(283,668,2023,680)
toc-entry-label: White or black lines or bands xyxy=(175,805,312,818)
toc-entry-page: 2-37 xyxy=(2077,461,2099,474)
toc-entry-label: Printer symptom table xyxy=(148,214,261,227)
toc-entry-label: Media “trees,” wrinkles, stacks poorly, or curls xyxy=(175,654,389,667)
toc-dot-leader: . . . . . . . . . . . . . . . . . . . . . . . . . . . . . . . . . . . . . . . . . . . . . . . . . . . . . . . . . . . . . . . . . . . . . . . . . . . . . . . . . . . . . . . . . . . . . . . . . . . . . . . . . . . . . . . . . . . . . . . . . . . . . . . . . . . . . . . . . . . . . . . . . . . . . . . . . . . . . . . . . . . . . . . . . . . . . . . . . . . . . . . . . . . . . . . . . . . . . . . . xyxy=(276,777,2367,791)
toc-entry[interactable] xyxy=(148,228,2069,241)
toc-entry[interactable] xyxy=(148,859,2048,873)
toc-dot-leader: . . . . . . . . . . . . . . . . . . . . . . . . . . . . . . . . . . . . . . . . . . . . . . . . . . . . . . . . . . . . . . . . . . . . . . . . . . . . . . . . . . . . . . . . . . . . . . . . . . . . . . . . . . . . . . . . . . . . . . . . . . . . . . . . . . . . . . . . . . . . . . . . . . . . . . . . . . . . . . . . . . . . . . . . . . . . . . . . . . . . . . . . . . . . . . . . . . . . . . . . xyxy=(253,114,2113,125)
toc-entry-page: 2-44 xyxy=(2356,612,2378,625)
toc-entry-page: 2-49 xyxy=(2508,763,2530,776)
toc-entry[interactable] xyxy=(175,819,2398,832)
toc-entry[interactable] xyxy=(148,365,2088,378)
toc-entry-page: 2-49 xyxy=(2368,777,2390,791)
toc-dot-leader: . . . . . . . . . . . . . . . . . . . . . . . . . . . . . . . . . . . . . . . . . . . . . . . . . . . . . . . . . . . . . . . . . . . . . . . . . . . . . . . . . . . . . . . . . . . . . . . . . . . . . . . . . . . . . . . . . . . . . . . . . . . . . . . . . . . . . . . . . . . . . . . . . . . . . . . . . . . . . . . . . . . . . . . . . . . . . . . . . . . . . . . . . . . . . . . . . . . . . . . . xyxy=(258,200,1998,214)
toc-dot-leader: . . . . . . . . . . . . . . . . . . . . . . . . . . . . . . . . . . . . . . . . . . . . . . . . . . . . . . . . . . . . . . . . . . . . . . . . . . . . . . . . . . . . . . . . . . . . . . . . . . . . . . . . . . . . . . . . . . . . . . . . . . . . . . . . . . . . . . . . . . . . . . . . . . . . . . . . . . . . . . . . . . . . . . . . . . . . . . . . . . . . . . . . . . . . . . . . . . . . . . . . xyxy=(337,461,2076,474)
toc-entry[interactable] xyxy=(175,777,2390,791)
toc-entry-page: 2-9 xyxy=(2024,269,2040,283)
toc-entry-page: 2-36 xyxy=(2032,434,2054,447)
toc-entry[interactable] xyxy=(148,681,2032,694)
toc-entry[interactable] xyxy=(148,352,2043,365)
toc-entry[interactable] xyxy=(148,200,2014,214)
footer-page-number: iv xyxy=(67,931,78,945)
toc-entry[interactable] xyxy=(148,214,2020,227)
toc-entry[interactable] xyxy=(148,530,2075,543)
toc-entry-label: Networking service check xyxy=(148,544,279,557)
toc-entry-page: 2-2 xyxy=(1946,186,1962,200)
toc-entry-label: Symptom tables xyxy=(121,186,203,200)
toc-dot-leader: . . . . . . . . . . . . . . . . . . . . . . . . . . . . . . . . . . . . . . . . . . . . . . . . . . . . . . . . . . . . . . . . . . . . . . . . . . . . . . . . . . . . . . . . . . . . . . . . . . . . . . . . . . . . . . . . . . . . . . . . . . . . . . . . . . . . . . . . . . . . . . . . . . . . . . . . . . . . . . . . . . . . . . . . . . . . . . . . . . . . . . . . . . . . . . . . . . . . . . . . xyxy=(291,695,2030,708)
toc-dot-leader: . . . . . . . . . . . . . . . . . . . . . . . . . . . . . . . . . . . . . . . . . . . . . . . . . . . . . . . . . . . . . . . . . . . . . . . . . . . . . . . . . . . . . . . . . . . . . . . . . . . . . . . . . . . . . . . . . . . . . . . . . . . . . . . . . . . . . . . . . . . . . . . . . . . . . . . . . . . . . . . . . . . . . . . . . . . . . . . . . . . . . . . . . . . . . . . . . . . . . . . . xyxy=(200,406,1940,420)
toc-entry[interactable] xyxy=(148,544,2044,557)
toc-entry-label: Messages and error codes xyxy=(121,324,255,337)
toc-entry[interactable] xyxy=(175,585,2478,598)
toc-entry-label: Operator panel service check xyxy=(148,557,297,571)
toc-entry[interactable] xyxy=(121,269,2040,283)
toc-entry-page: 2-54 xyxy=(2013,846,2036,859)
toc-entry-label: Media occasionally mispicks or picks multiple sheets at once xyxy=(175,626,459,639)
toc-dot-leader: . . . . . . . . . . . . . . . . . . . . . . . . . . . . . . . . . . . . . . . . . . . . . . . . . . . . . . . . . . . . . . . . . . . . . . . . . . . . . . . . . . . . . . . . . . . . . . . . . . . . . . . . . . . . . . . . . . . . . . . . . . . . . . . . . . . . . . . . . . . . . . . . . . . . . . . . . . . . . . . . . . . . . . . . . . . . . . . . . . . . . . . . . . . . . . . . . . . . . . . . xyxy=(286,255,2026,269)
toc-dot-leader: . . . . . . . . . . . . . . . . . . . . . . . . . . . . . . . . . . . . . . . . . . . . . . . . . . . . . . . . . . . . . . . . . . . . . . . . . . . . . . . . . . . . . . . . . . . . . . . . . . . . . . . . . . . . . . . . . . . . . . . . . . . . . . . . . . . . . . . . . . . . . . . . . . . . . . . . . . . . . . . . . . . . . . . . . . . . . . . . . . . . . . . . . . . . . . . . . . . . . . . . xyxy=(281,352,2020,365)
page-header-doc-id: 7014-xxx xyxy=(67,42,109,53)
toc-entry-label: Fax error codes xyxy=(148,393,229,405)
toc-entry-page: 2-40 xyxy=(2021,516,2043,529)
toc-entry[interactable] xyxy=(148,874,2017,887)
toc-entry-label: Light print xyxy=(175,791,222,804)
toc-entry[interactable] xyxy=(148,887,2019,900)
toc-entry[interactable] xyxy=(121,132,1905,145)
toc-entry[interactable] xyxy=(175,612,2378,625)
toc-entry-label: Symptom tables xyxy=(175,146,252,159)
toc-dot-leader: . . . . . . . . . . . . . . . . . . . . . . . . . . . . . . . . . . . . . . . . . . . . . . . . . . . . . . . . . . . . . . . . . . . . . . . . . . . . . . . . . . . . . . . . . . . . . . . . . . . . . . . . . . . . . . . . . . . . . . . . . . . . . . . . . . . . . . . . . . . . . . . . . . . . . . . . . . . . . . . . . . . . . . . . . . . . . . . . . . . . . . . . . . . . . . . . . . . . . . . . xyxy=(330,159,2422,172)
toc-entry-label: Transfer roll service check xyxy=(148,859,283,873)
toc-dot-leader: . . . . . . . . . . . . . . . . . . . . . . . . . . . . . . . . . . . . . . . . . . . . . . . . . . . . . . . . . . . . . . . . . . . . . . . . . . . . . . . . . . . . . . . . . . . . . . . . . . . . . . . . . . . . . . . . . . . . . . . . . . . . . . . . . . . . . . . . . . . . . . . . . . . . . . . . . . . . . . . . . . . . . . . . . . . . . . . . . . . . . . . . . . . . . . . . . . . . . . . . xyxy=(254,874,1994,887)
toc-entry-label: Printhead service check xyxy=(148,846,270,859)
toc-entry-page: 2-47 xyxy=(2031,695,2053,708)
toc-entry-label: Option card service check xyxy=(148,668,281,680)
